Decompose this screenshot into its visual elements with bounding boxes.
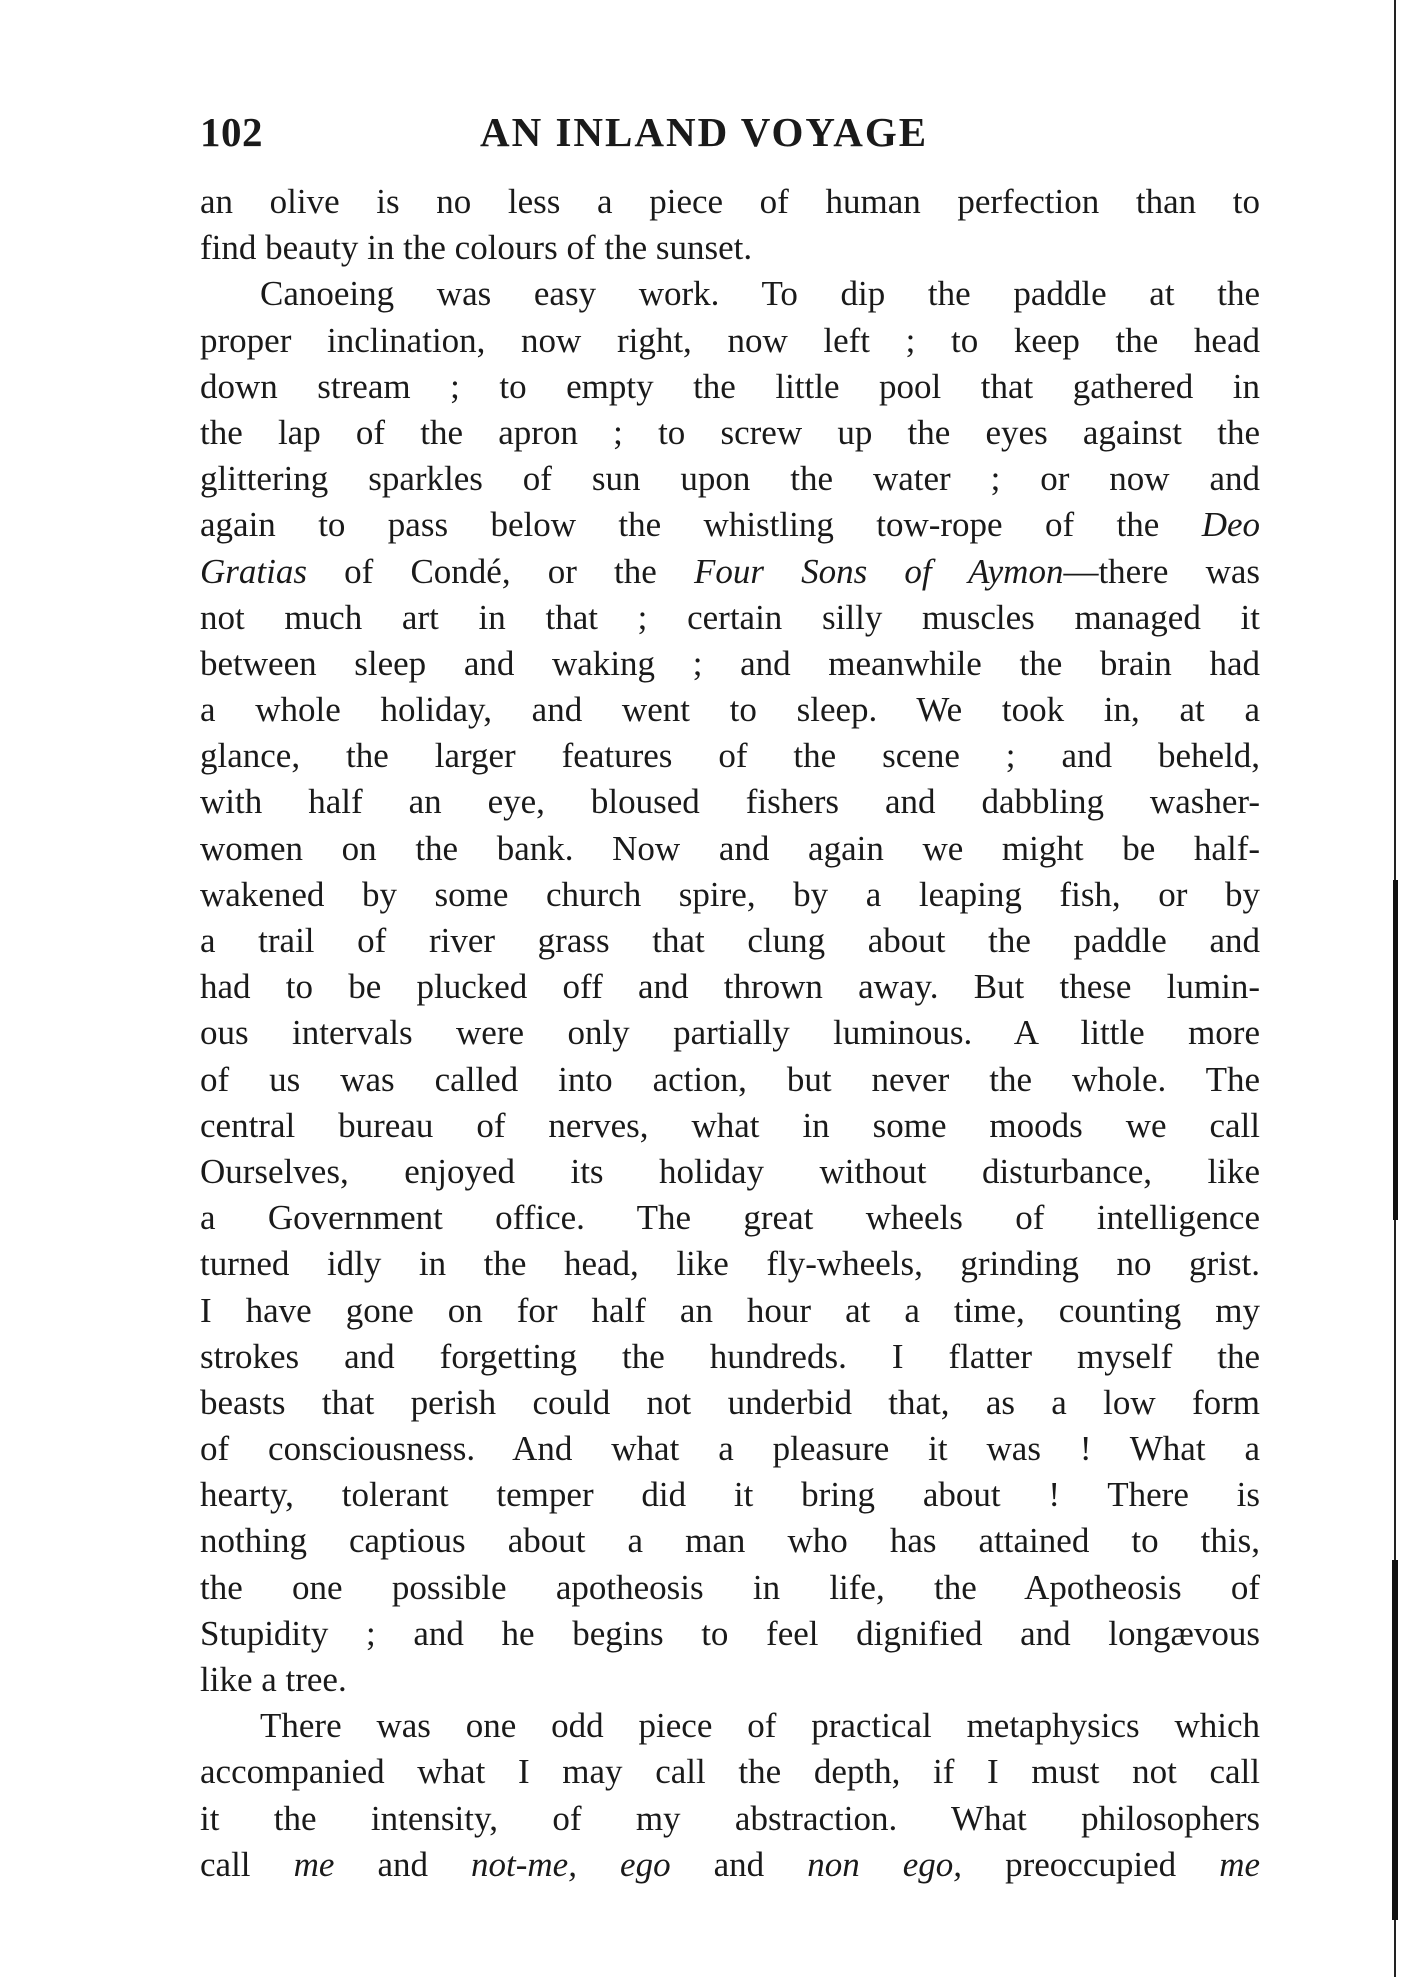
text-line: There was one odd piece of practical metaphysics which (260, 1706, 1260, 1746)
italic-phrase: me (293, 1844, 335, 1884)
text-line: had to be plucked off and thrown away. But these lumin- (200, 967, 1260, 1007)
text-line: wakened by some church spire, by a leaping fish, or by (200, 874, 1260, 914)
text-line: strokes and forgetting the hundreds. I flatter myself the (200, 1336, 1260, 1376)
text-line: hearty, tolerant temper did it bring about ! There is (200, 1475, 1260, 1515)
text-line: of consciousness. And what a pleasure it was ! What a (200, 1429, 1260, 1469)
text-line: the one possible apotheosis in life, the Apotheosis of (200, 1567, 1260, 1607)
text-line: between sleep and waking ; and meanwhile the brain had (200, 643, 1260, 683)
text-line: glance, the larger features of the scene ; and beheld, (200, 736, 1260, 776)
italic-phrase: Gratias (200, 551, 307, 591)
text-line: find beauty in the colours of the sunset. (200, 228, 753, 268)
text-line: an olive is no less a piece of human perfection than to (200, 182, 1260, 221)
text-line: Ourselves, enjoyed its holiday without disturbance, like (200, 1151, 1260, 1191)
text-line: it the intensity, of my abstraction. What philosophers (200, 1798, 1260, 1838)
text-line: Canoeing was easy work. To dip the paddle at the (260, 274, 1260, 314)
text-line: the lap of the apron ; to screw up the eyes against the (200, 412, 1260, 452)
text-line: central bureau of nerves, what in some moods we call (200, 1105, 1260, 1145)
page-number: 102 (200, 109, 263, 155)
italic-phrase: Deo (1201, 505, 1260, 545)
text-line: of us was called into action, but never the whole. The (200, 1059, 1260, 1099)
text-line: a trail of river grass that clung about the paddle and (200, 921, 1260, 960)
text-line: accompanied what I may call the depth, if I must not call (200, 1752, 1260, 1792)
text-line: ous intervals were only partially luminous. A little more (200, 1013, 1260, 1053)
text-line: nothing captious about a man who has attained to this, (200, 1521, 1260, 1561)
italic-phrase: not-me, (471, 1844, 577, 1884)
text-line: again to pass below the whistling tow-rope of the Deo (200, 505, 1260, 545)
text-line: turned idly in the head, like fly-wheels, grinding no grist. (200, 1244, 1260, 1284)
italic-phrase: Four Sons of Aymon (693, 551, 1064, 591)
text-line: glittering sparkles of sun upon the water ; or now and (200, 459, 1260, 499)
text-line: a Government office. The great wheels of intelligence (200, 1198, 1260, 1238)
text-line: a whole holiday, and went to sleep. We took in, at a (200, 690, 1260, 730)
scan-edge-mark (1391, 0, 1401, 1977)
text-line: with half an eye, bloused fishers and dabbling washer- (200, 782, 1260, 822)
text-line: like a tree. (200, 1660, 347, 1699)
text-line: Stupidity ; and he begins to feel dignified and longævous (200, 1613, 1260, 1653)
italic-phrase: ego (620, 1844, 671, 1884)
running-title: AN INLAND VOYAGE (480, 109, 929, 155)
italic-phrase: non ego, (807, 1844, 963, 1884)
text-line: not much art in that ; certain silly muscles managed it (200, 597, 1260, 637)
italic-phrase: me (1219, 1844, 1260, 1884)
text-line: women on the bank. Now and again we might be half- (200, 828, 1260, 868)
text-line: I have gone on for half an hour at a time, counting my (200, 1290, 1260, 1330)
body-text (200, 179, 1260, 1888)
running-head (200, 108, 1260, 158)
text-line: down stream ; to empty the little pool that gathered in (200, 366, 1260, 406)
text-line: proper inclination, now right, now left ; to keep the head (200, 320, 1260, 360)
text-line: beasts that perish could not underbid that, as a low form (200, 1382, 1260, 1422)
text-line: call me and not-me, ego and non ego, preoccupied me (200, 1844, 1260, 1884)
text-line: Gratias of Condé, or the Four Sons of Aymon—there was (200, 551, 1260, 591)
